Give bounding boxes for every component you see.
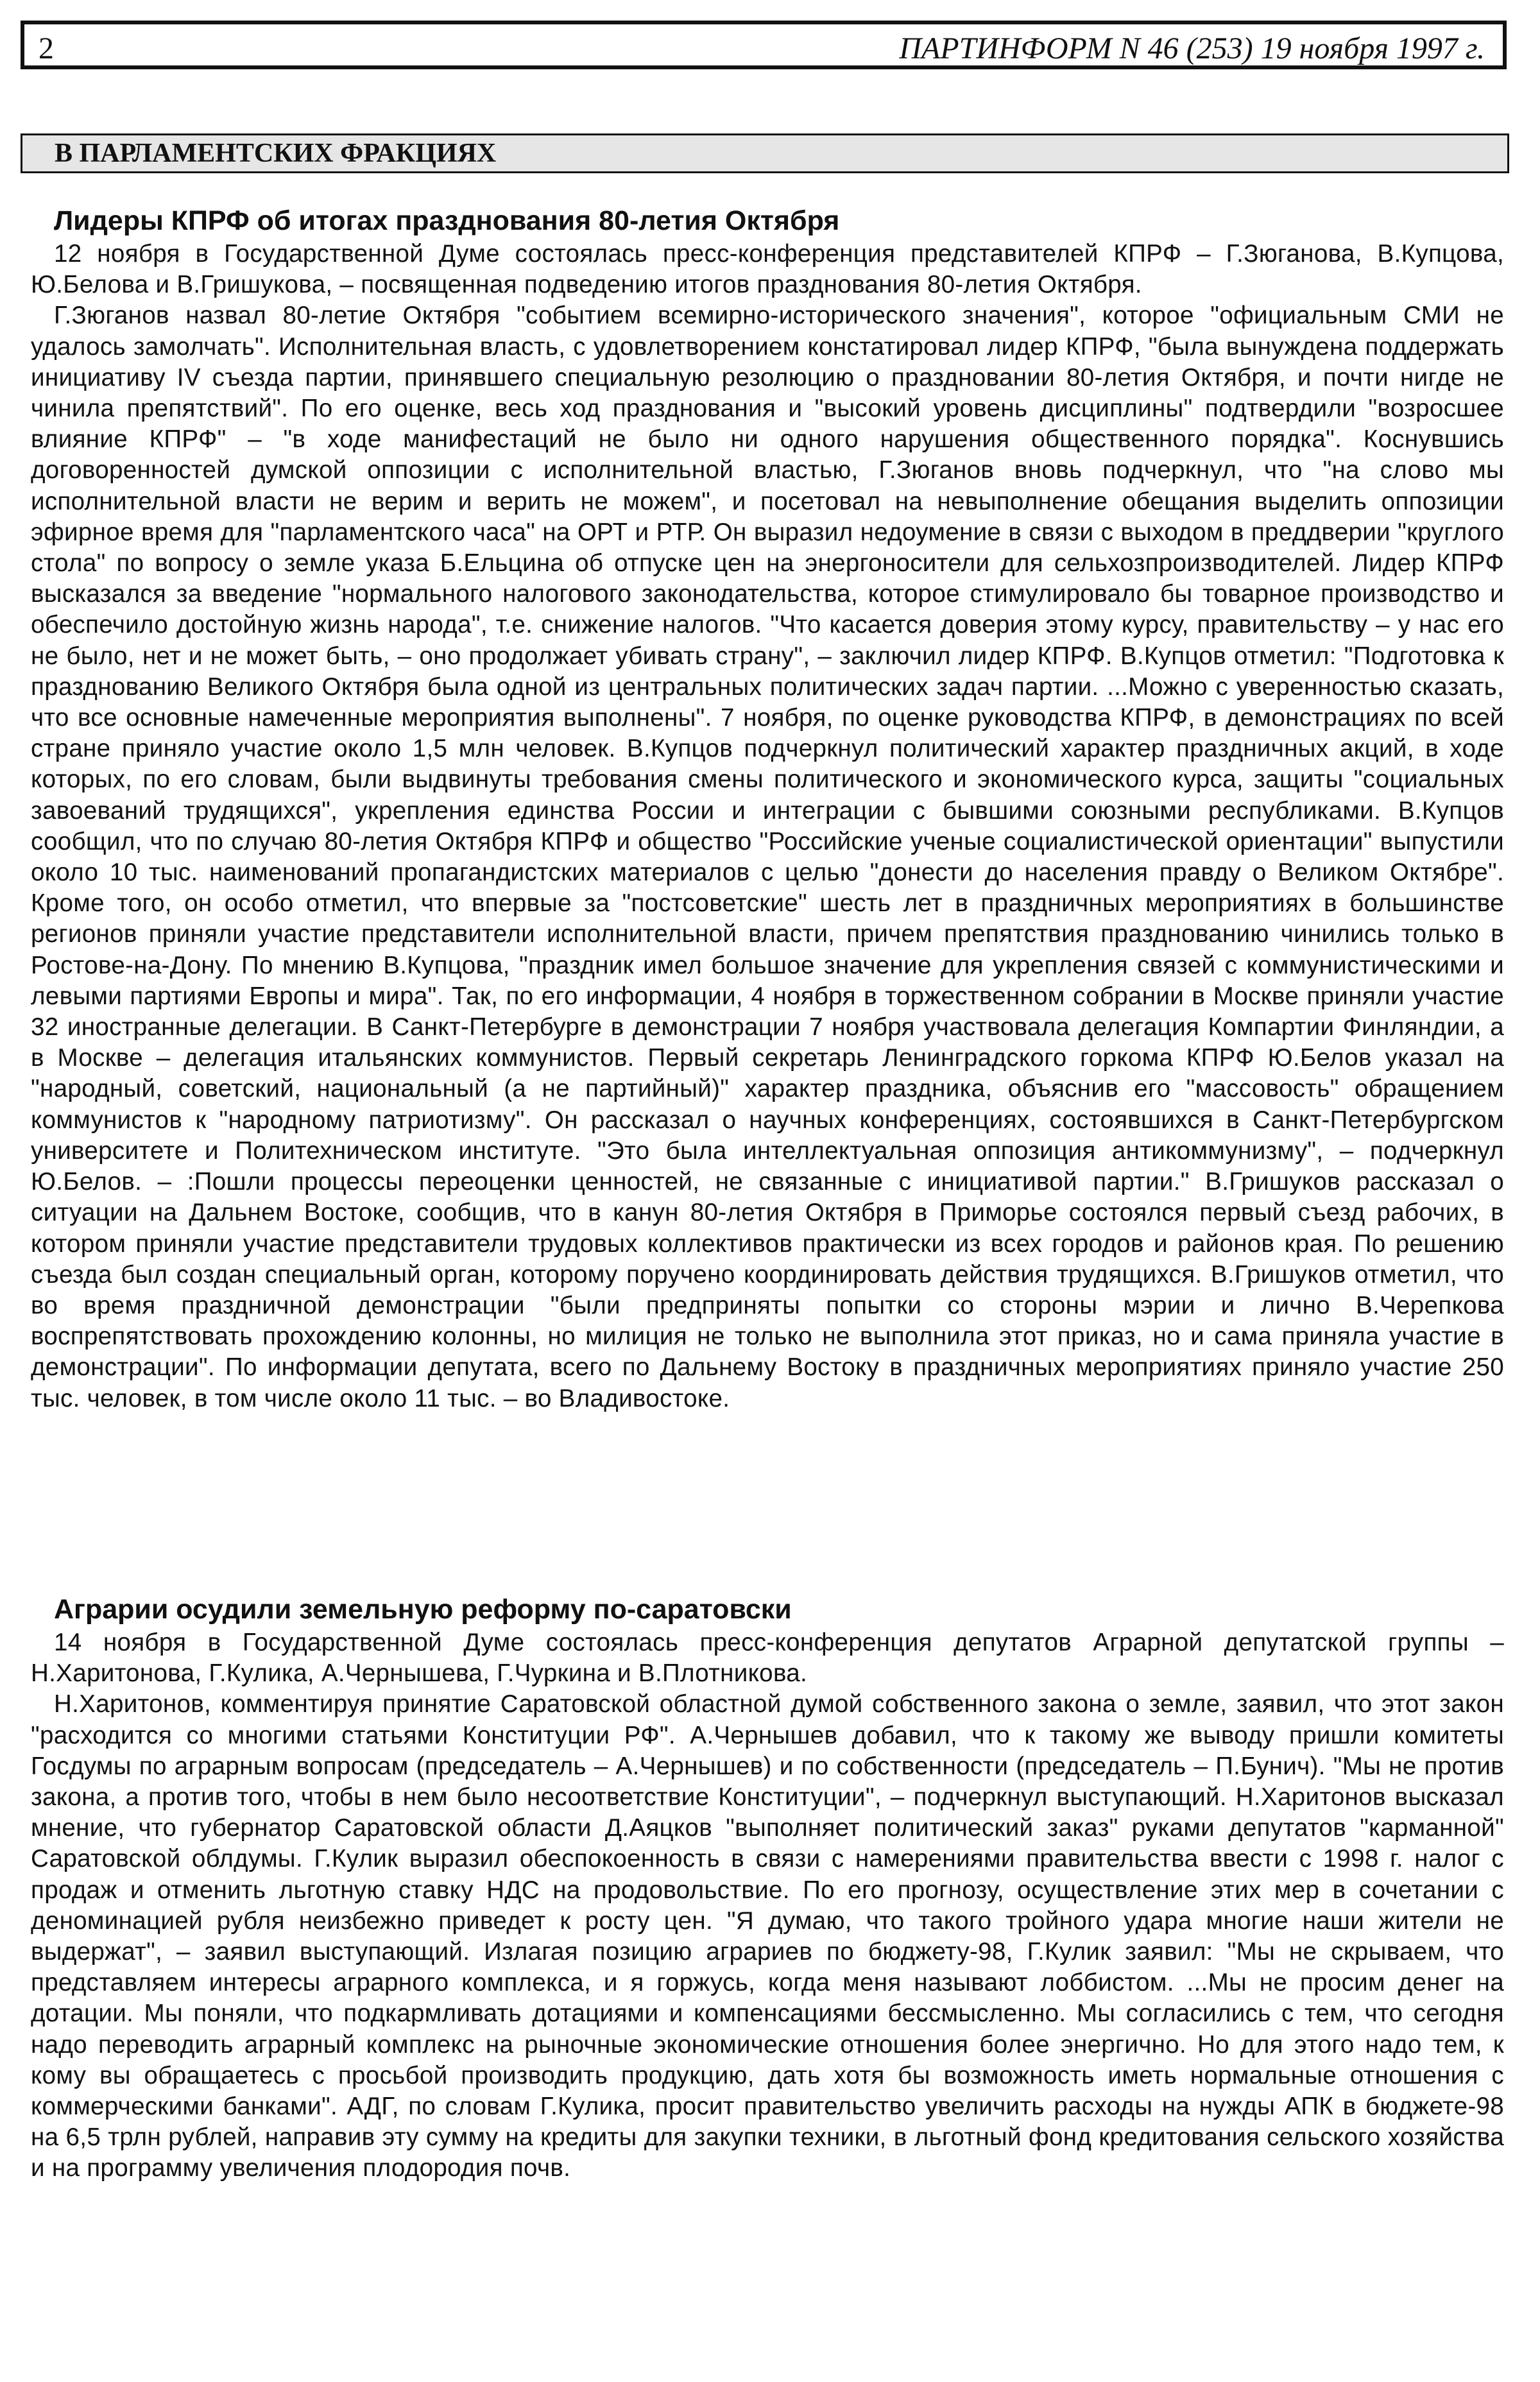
section-title: В ПАРЛАМЕНТСКИХ ФРАКЦИЯХ xyxy=(21,133,1509,173)
article-paragraph: 14 ноября в Государственной Думе состоялась пресс-конференция депутатов Аграрной депутатской группы – Н.Харитонова, Г.Кулика, А.Чернышева, Г.Чуркина и В.Плотникова. xyxy=(31,1629,1504,1688)
article-paragraph: Н.Харитонов, комментируя принятие Саратовской областной думой собственного закона о земле, заявил, что этот закон "расходится со многими статьями Конституции РФ". А.Чернышев добавил, что к такому же выводу пришли комитеты Госдумы по аграрным вопросам (председатель – А.Чернышев) и по собственности (председатель – П.Бунич). "Мы не против закона, а против того, чтобы в нем было несоответствие Конституции", – подчеркнул выступающий. Н.Харитонов высказал мнение, что губернатор Саратовской области Д.Аяцков "выполняет политический заказ" руками депутатов "карманной" Саратовской облдумы. Г.Кулик выразил обеспокоенность в связи с намерениями правительства ввести с 1998 г. налог с продаж и отменить льготную ставку НДС на продовольствие. По его прогнозу, осуществление этих мер в сочетании с деноминацией рубля неизбежно приведет к росту цен. "Я думаю, что такого тройного удара многие наши жители не выдержат", – заявил выступающий. Излагая позицию аграриев по бюджету-98, Г.Кулик заявил: "Мы не скрываем, что представляем интересы аграрного комплекса, и я горжусь, когда меня называют лоббистом. ...Мы не просим денег на дотации. Мы поняли, что подкармливать дотациями и компенсациями бессмысленно. Мы согласились с тем, что сегодня надо переводить аграрный комплекс на рыночные экономические отношения более энергично. Но для этого надо тем, к кому вы обращаетесь с просьбой производить продукцию, дать хотя бы возможность иметь нормальные отношения с коммерческими банками". АДГ, по словам Г.Кулика, просит правительство увеличить расходы на нужды АПК в бюджете-98 на 6,5 трлн рублей, направив эту сумму на кредиты для закупки техники, в льготный фонд кредитования сельского хозяйства и на программу увеличения плодородия почв. xyxy=(31,1690,1504,2182)
page-header xyxy=(21,21,1507,69)
page-number: 2 xyxy=(38,31,54,65)
article xyxy=(31,203,1504,1414)
article-paragraph: 12 ноября в Государственной Думе состоялась пресс-конференция представителей КПРФ – Г.Зюганова, В.Купцова, Ю.Белова и В.Гришукова, – посвященная подведению итогов празднования 80-летия Октября. xyxy=(31,240,1504,299)
article-title: Аграрии осудили земельную реформу по-саратовски xyxy=(54,1594,792,1625)
article xyxy=(31,1591,1504,2184)
issue-info: ПАРТИНФОРМ N 46 (253) 19 ноября 1997 г. xyxy=(899,31,1485,65)
article-paragraph: Г.Зюганов назвал 80-летие Октября "событием всемирно-исторического значения", которое "официальным СМИ не удалось замолчать". Исполнительная власть, с удовлетворением констатировал лидер КПРФ, "была вынуждена поддержать инициативу IV съезда партии, принявшего специальную резолюцию о праздновании 80-летия Октября, и почти нигде не чинила препятствий". По его оценке, весь ход празднования и "высокий уровень дисциплины" подтвердили "возросшее влияние КПРФ" – "в ходе манифестаций не было ни одного нарушения общественного порядка". Коснувшись договоренностей думской оппозиции с исполнительной властью, Г.Зюганов вновь подчеркнул, что "на слово мы исполнительной власти не верим и верить не можем", и посетовал на невыполнение обещания выделить оппозиции эфирное время для "парламентского часа" на ОРТ и РТР. Он выразил недоумение в связи с выходом в преддверии "круглого стола" по вопросу о земле указа Б.Ельцина об отпуске цен на энергоносители для сельхозпроизводителей. Лидер КПРФ высказался за введение "нормального налогового законодательства, которое стимулировало бы товарное производство и обеспечило достойную жизнь народа", т.е. снижение налогов. "Что касается доверия этому курсу, правительству – у нас его не было, нет и не может быть, – оно продолжает убивать страну", – заключил лидер КПРФ. В.Купцов отметил: "Подготовка к празднованию Великого Октября была одной из центральных политических задач партии. ...Можно с уверенностью сказать, что все основные намеченные мероприятия выполнены". 7 ноября, по оценке руководства КПРФ, в демонстрациях по всей стране приняло участие около 1,5 млн человек. В.Купцов подчеркнул политический характер праздничных акций, в ходе которых, по его словам, были выдвинуты требования смены политического и экономического курса, защиты "социальных завоеваний трудящихся", укрепления единства России и интеграции с бывшими союзными республиками. В.Купцов сообщил, что по случаю 80-летия Октября КПРФ и общество "Российские ученые социалистической ориентации" выпустили около 10 тыс. наименований пропагандистских материалов с целью "донести до населения правду о Великом Октябре". Кроме того, он особо отметил, что впервые за "постсоветские" шесть лет в праздничных мероприятиях в большинстве регионов приняли участие представители исполнительной власти, причем препятствия празднованию чинились только в Ростове-на-Дону. По мнению В.Купцова, "праздник имел большое значение для укрепления связей с коммунистическими и левыми партиями Европы и мира". Так, по его информации, 4 ноября в торжественном собрании в Москве приняли участие 32 иностранные делегации. В Санкт-Петербурге в демонстрации 7 ноября участвовала делегация Компартии Финляндии, а в Москве – делегация итальянских коммунистов. Первый секретарь Ленинградского горкома КПРФ Ю.Белов указал на "народный, советский, национальный (а не партийный)" характер праздника, объяснив его "массовость" обращением коммунистов к "народному патриотизму". Он рассказал о научных конференциях, состоявшихся в Санкт-Петербургском университете и Политехническом институте. "Это была интеллектуальная оппозиция антикоммунизму", – подчеркнул Ю.Белов. – :Пошли процессы переоценки ценностей, не связанные с инициативой партии." В.Гришуков рассказал о ситуации на Дальнем Востоке, сообщив, что в канун 80-летия Октября в Приморье состоялся первый съезд рабочих, в котором приняли участие представители трудовых коллективов практически из всех городов и районов края. По решению съезда был создан специальный орган, которому поручено координировать действия трудящихся. В.Гришуков отметил, что во время праздничной демонстрации "были предприняты попытки со стороны мэрии и лично В.Черепкова воспрепятствовать прохождению колонны, но милиция не только не выполнила этот приказ, но и сама приняла участие в демонстрации". По информации депутата, всего по Дальнему Востоку в праздничных мероприятиях приняло участие 250 тыс. человек, в том числе около 11 тыс. – во Владивостоке. xyxy=(31,302,1504,1412)
article-title: Лидеры КПРФ об итогах празднования 80-летия Октября xyxy=(54,205,840,236)
